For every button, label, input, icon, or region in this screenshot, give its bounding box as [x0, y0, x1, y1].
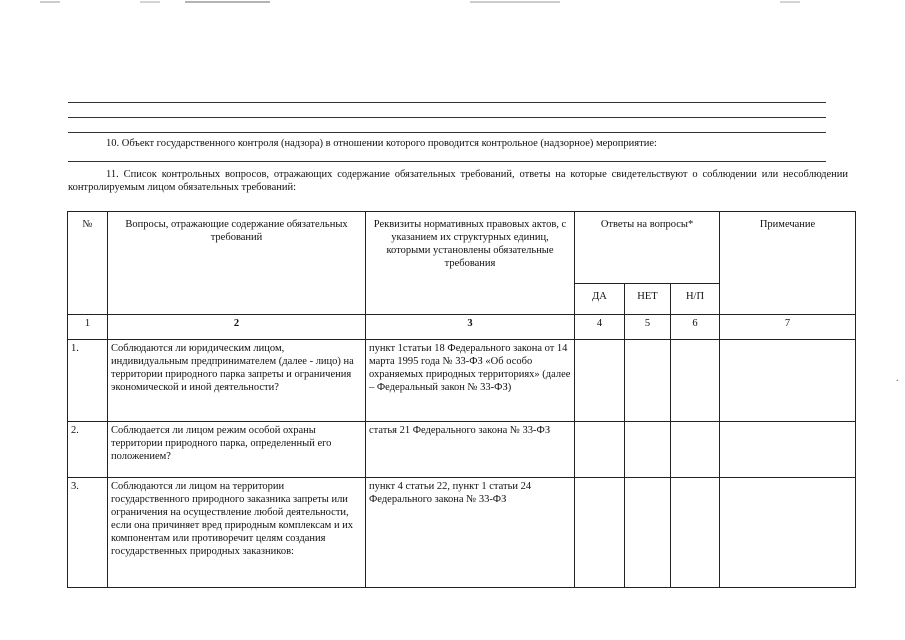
column-number: 1	[68, 315, 108, 340]
table-row	[68, 478, 856, 588]
row-requisites: статья 21 Федерального закона № 33-ФЗ	[366, 422, 575, 478]
row-number: 3.	[68, 478, 108, 588]
item-11-paragraph	[68, 168, 848, 194]
header-requisites: Реквизиты нормативных правовых актов, с указанием их структурных единиц, которыми установлены обязательные требования	[366, 212, 575, 315]
item-10-paragraph	[68, 137, 848, 150]
row-question: Соблюдаются ли лицом на территории государственного природного заказника запреты или ограничения на осуществление любой деятельности, если она причиняет вред природным комплексам и их компонентам или противоречит целям создания государственных природных заказников:	[108, 478, 366, 588]
answer-yes-cell[interactable]	[575, 478, 625, 588]
scan-artifacts	[0, 0, 905, 8]
blank-line-4	[68, 161, 826, 162]
note-cell[interactable]	[720, 422, 856, 478]
column-number: 6	[671, 315, 720, 340]
column-number: 4	[575, 315, 625, 340]
blank-line-2	[68, 117, 826, 118]
header-yes: ДА	[575, 284, 625, 315]
answer-no-cell[interactable]	[625, 422, 671, 478]
note-cell[interactable]	[720, 478, 856, 588]
answer-na-cell[interactable]	[671, 478, 720, 588]
header-na: Н/П	[671, 284, 720, 315]
answer-no-cell[interactable]	[625, 340, 671, 422]
column-number: 3	[366, 315, 575, 340]
row-question: Соблюдается ли лицом режим особой охраны территории природного парка, определенный его положением?	[108, 422, 366, 478]
column-number: 5	[625, 315, 671, 340]
column-number: 7	[720, 315, 856, 340]
answer-na-cell[interactable]	[671, 422, 720, 478]
answer-yes-cell[interactable]	[575, 340, 625, 422]
row-number: 2.	[68, 422, 108, 478]
row-question: Соблюдаются ли юридическим лицом, индивидуальным предпринимателем (далее - лицо) на территории природного парка запреты и ограничения экономической и иной деятельности?	[108, 340, 366, 422]
answer-no-cell[interactable]	[625, 478, 671, 588]
header-no: НЕТ	[625, 284, 671, 315]
scan-dot: ·	[895, 376, 899, 387]
checklist-table	[67, 211, 856, 588]
answer-yes-cell[interactable]	[575, 422, 625, 478]
row-number: 1.	[68, 340, 108, 422]
column-number: 2	[108, 315, 366, 340]
row-requisites: пункт 4 статьи 22, пункт 1 статьи 24 Федерального закона № 33-ФЗ	[366, 478, 575, 588]
item-11-text: 11. Список контрольных вопросов, отражающих содержание обязательных требований, ответы на которые свидетельствуют о соблюдении или несоблюдении контролируемым лицом обязательных требований:	[68, 169, 848, 193]
note-cell[interactable]	[720, 340, 856, 422]
row-requisites: пункт 1статьи 18 Федерального закона от 14 марта 1995 года № 33-ФЗ «Об особо охраняемых природных территориях» (далее – Федеральный закон № 33-ФЗ)	[366, 340, 575, 422]
answer-na-cell[interactable]	[671, 340, 720, 422]
table-row	[68, 422, 856, 478]
blank-line-3	[68, 132, 826, 133]
header-answers: Ответы на вопросы*	[575, 212, 720, 284]
header-note: Примечание	[720, 212, 856, 315]
header-row	[68, 212, 856, 284]
item-10-text: 10. Объект государственного контроля (надзора) в отношении которого проводится контрольное (надзорное) мероприятие:	[106, 138, 657, 149]
blank-line-1	[68, 102, 826, 103]
header-num: №	[68, 212, 108, 315]
table-row	[68, 340, 856, 422]
column-number-row	[68, 315, 856, 340]
header-questions: Вопросы, отражающие содержание обязательных требований	[108, 212, 366, 315]
